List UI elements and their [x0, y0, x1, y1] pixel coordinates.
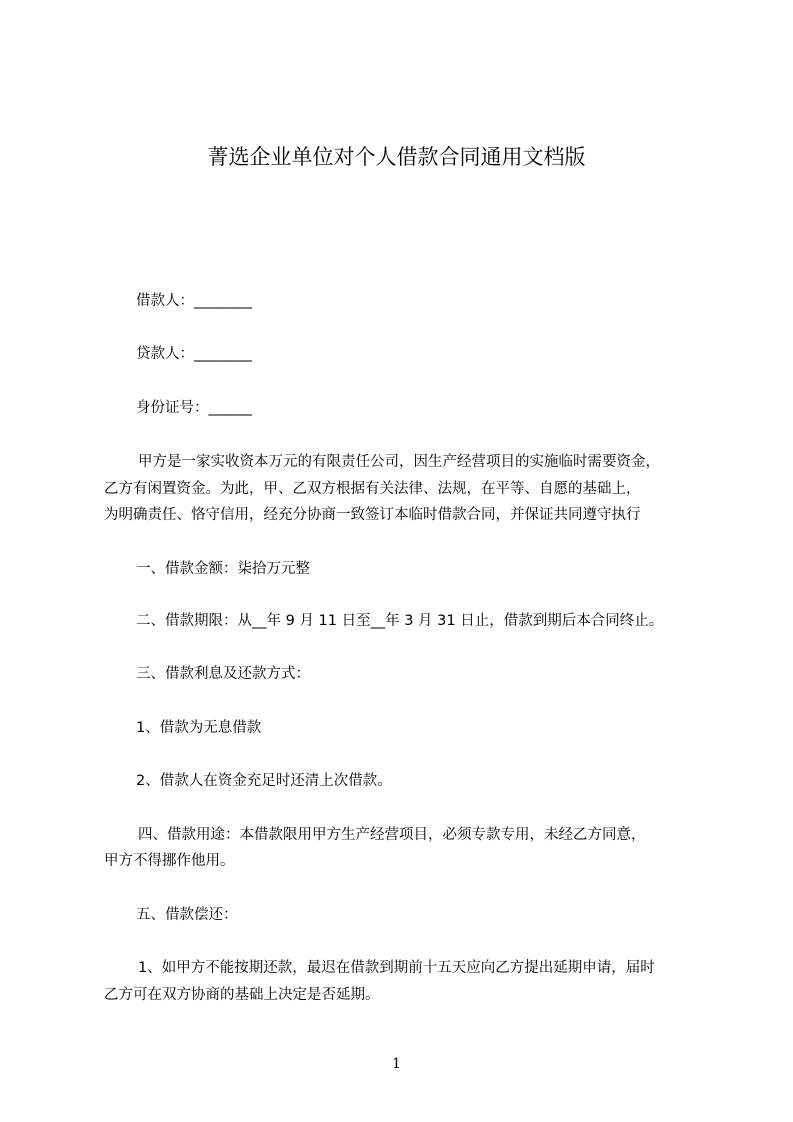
- clause-repayment: 五、借款偿还：: [136, 907, 238, 923]
- intro-line: 乙方有闲置资金。为此，甲、乙双方根据有关法律、法规，在平等、自愿的基础上，: [104, 481, 641, 497]
- clause-line: 乙方可在双方协商的基础上决定是否延期。: [104, 987, 380, 1003]
- clause-loan-amount: 一、借款金额：柒拾万元整: [136, 561, 310, 577]
- lender-line: 贷款人：________: [136, 346, 252, 362]
- clause-interest-item-2: 2、借款人在资金充足时还清上次借款。: [136, 773, 392, 789]
- intro-line: 为明确责任、恪守信用，经充分协商一致签订本临时借款合同，并保证共同遵守执行: [104, 507, 641, 523]
- id-number-line: 身份证号：______: [136, 400, 252, 416]
- clause-line: 1、如甲方不能按期还款，最迟在借款到期前十五天应向乙方提出延期申请，届时: [138, 960, 655, 976]
- clause-interest-item-1: 1、借款为无息借款: [136, 720, 262, 736]
- page-number: 1: [392, 1056, 401, 1072]
- borrower-line: 借款人：________: [136, 293, 252, 309]
- clause-loan-term: 二、借款期限：从__年 9 月 11 日至__年 3 月 31 日止，借款到期后本合同终止。: [136, 613, 664, 629]
- clause-line: 四、借款用途：本借款限用甲方生产经营项目，必须专款专用，未经乙方同意，: [138, 827, 646, 843]
- intro-line: 甲方是一家实收资本万元的有限责任公司，因生产经营项目的实施临时需要资金，: [138, 454, 660, 470]
- clause-line: 甲方不得挪作他用。: [104, 853, 235, 869]
- page-title: 菁选企业单位对个人借款合同通用文档版: [207, 145, 586, 169]
- clause-interest-repayment: 三、借款利息及还款方式：: [136, 666, 310, 682]
